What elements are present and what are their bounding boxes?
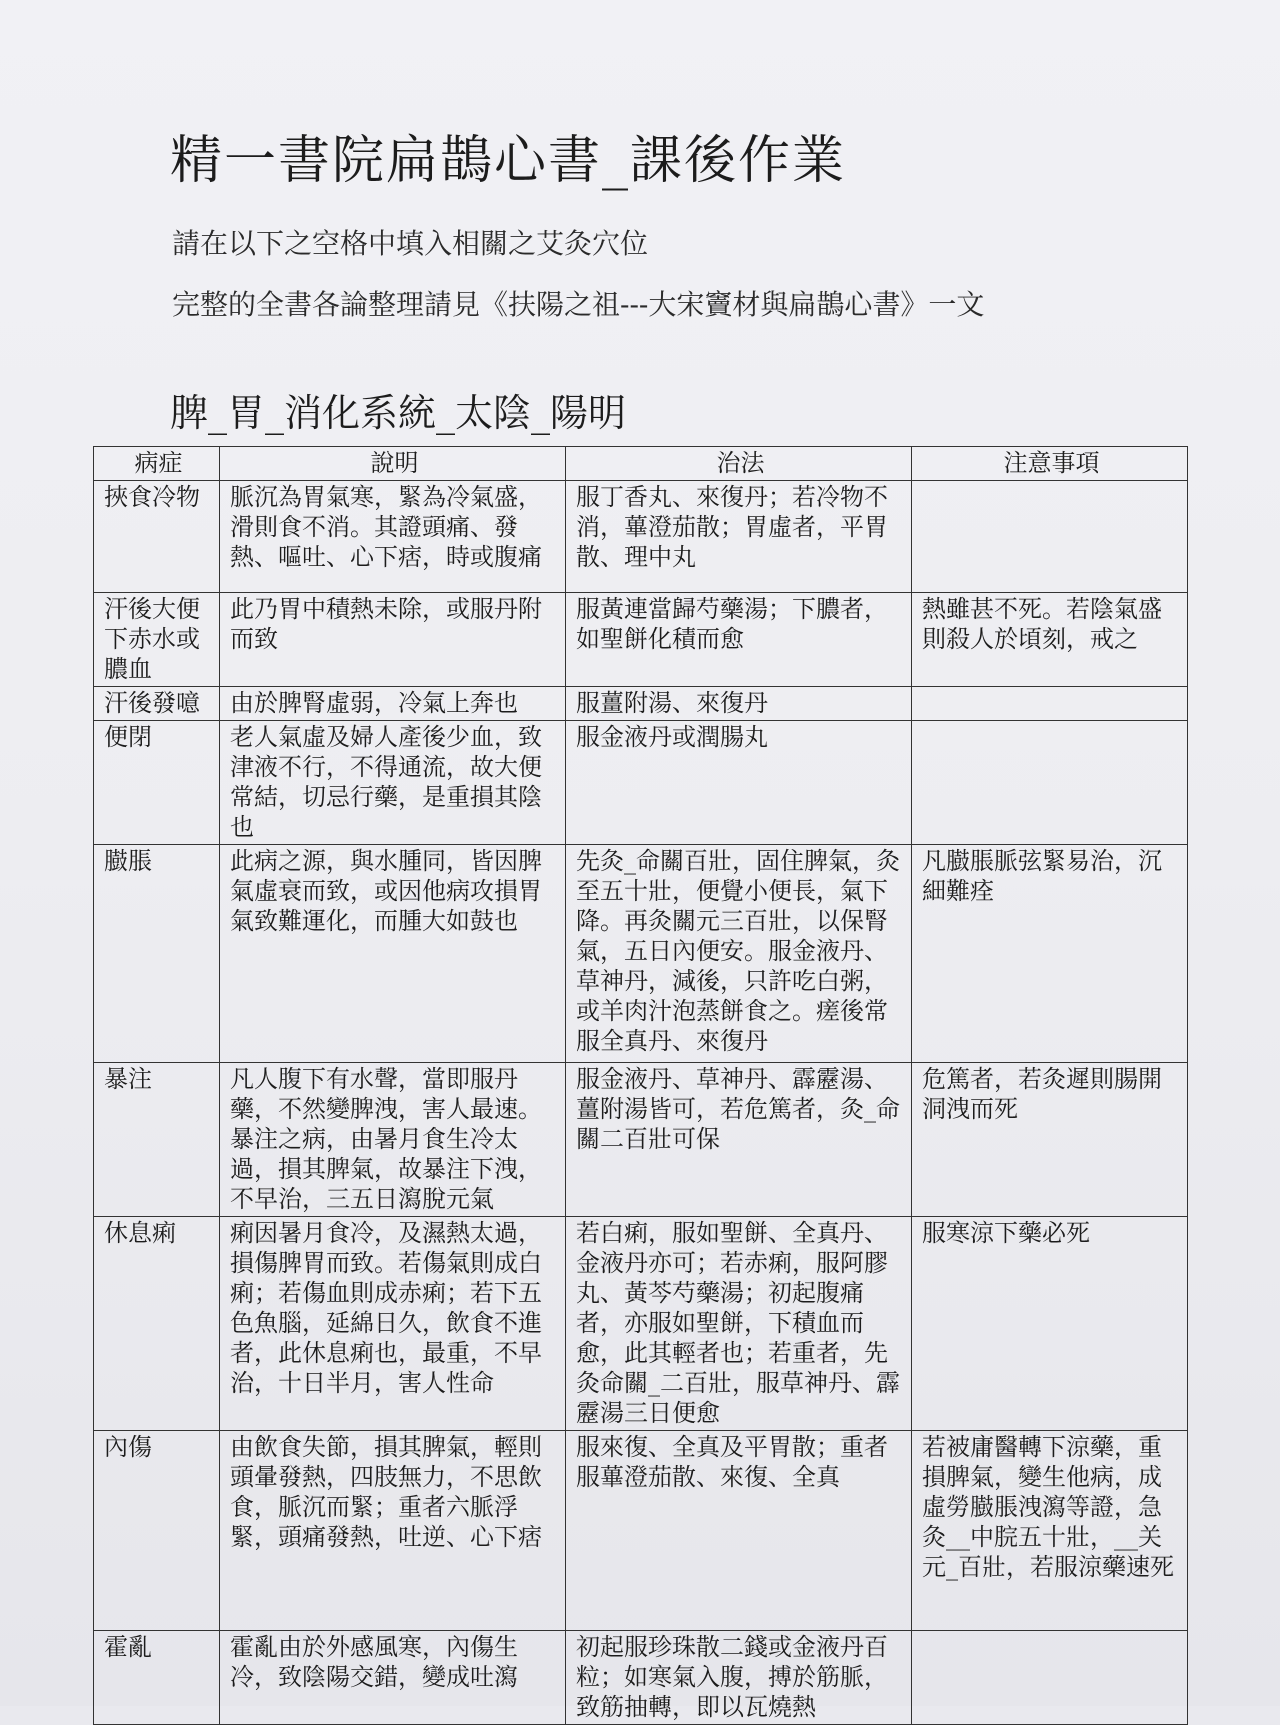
header-treatment: 治法: [566, 447, 912, 481]
description-cell: 老人氣虛及婦人產後少血，致津液不行，不得通流，故大便常結，切忌行藥，是重損其陰也: [220, 721, 566, 845]
instruction-text: 請在以下之空格中填入相關之艾灸穴位: [172, 227, 649, 260]
reference-text: 完整的全書各論整理請見《扶陽之祖---大宋竇材與扁鵲心書》一文: [172, 288, 985, 321]
description-cell: 由飲食失節，損其脾氣，輕則頭暈發熱，四肢無力，不思飲食，脈沉而緊；重者六脈浮緊，頭痛發熱，吐逆、心下痞: [220, 1431, 566, 1631]
notes-cell: [912, 1631, 1188, 1725]
document-title: 精一書院扁鵲心書_課後作業: [170, 131, 847, 191]
notes-cell: 危篤者，若灸遲則腸開洞洩而死: [912, 1063, 1188, 1217]
condition-cell: 霍亂: [94, 1631, 220, 1725]
table-row: [94, 845, 1188, 1063]
description-cell: 霍亂由於外感風寒，內傷生冷，致陰陽交錯，變成吐瀉: [220, 1631, 566, 1725]
condition-cell: 休息痢: [94, 1217, 220, 1431]
notes-cell: [912, 481, 1188, 593]
notes-cell: [912, 721, 1188, 845]
section-title: 脾_胃_消化系統_太陰_陽明: [170, 391, 627, 435]
table-row: [94, 481, 1188, 593]
condition-cell: 汗後發噫: [94, 687, 220, 721]
description-cell: 此病之源，與水腫同，皆因脾氣虛衰而致，或因他病攻損胃氣致難運化，而腫大如鼓也: [220, 845, 566, 1063]
table-row: [94, 1431, 1188, 1631]
condition-cell: 臌脹: [94, 845, 220, 1063]
notes-cell: 熱雖甚不死。若陰氣盛則殺人於頃刻，戒之: [912, 593, 1188, 687]
notes-cell: 凡臌脹脈弦緊易治，沉細難痊: [912, 845, 1188, 1063]
treatment-cell: 服金液丹、草神丹、霹靂湯、薑附湯皆可，若危篤者，灸_命關二百壯可保: [566, 1063, 912, 1217]
treatment-cell: 若白痢，服如聖餅、全真丹、金液丹亦可；若赤痢，服阿膠丸、黃芩芍藥湯；初起腹痛者，亦服如聖餅，下積血而愈，此其輕者也；若重者，先灸命關_二百壯，服草神丹、霹靂湯三日便愈: [566, 1217, 912, 1431]
treatment-cell: 服丁香丸、來復丹；若冷物不消，蓽澄茄散；胃虛者，平胃散、理中丸: [566, 481, 912, 593]
table-row: [94, 1631, 1188, 1725]
homework-table: [93, 446, 1188, 1725]
condition-cell: 汗後大便下赤水或膿血: [94, 593, 220, 687]
condition-cell: 暴注: [94, 1063, 220, 1217]
table-row: [94, 721, 1188, 845]
notes-cell: 若被庸醫轉下涼藥，重損脾氣，變生他病，成虛勞臌脹洩瀉等證，急灸__中脘五十壯，__关元_百壯，若服涼藥速死: [912, 1431, 1188, 1631]
table-row: [94, 1063, 1188, 1217]
table-row: [94, 1217, 1188, 1431]
description-cell: 此乃胃中積熱未除，或服丹附而致: [220, 593, 566, 687]
condition-cell: 便閉: [94, 721, 220, 845]
description-cell: 痢因暑月食冷，及濕熱太過，損傷脾胃而致。若傷氣則成白痢；若傷血則成赤痢；若下五色魚腦，延綿日久，飲食不進者，此休息痢也，最重，不早治，十日半月，害人性命: [220, 1217, 566, 1431]
header-notes: 注意事項: [912, 447, 1188, 481]
condition-cell: 挾食冷物: [94, 481, 220, 593]
header-condition: 病症: [94, 447, 220, 481]
treatment-cell: 初起服珍珠散二錢或金液丹百粒；如寒氣入腹，搏於筋脈，致筋抽轉，即以瓦燒熱: [566, 1631, 912, 1725]
description-cell: 由於脾腎虛弱，冷氣上奔也: [220, 687, 566, 721]
description-cell: 凡人腹下有水聲，當即服丹藥，不然變脾洩，害人最速。暴注之病，由暑月食生冷太過，損其脾氣，故暴注下洩，不早治，三五日瀉脫元氣: [220, 1063, 566, 1217]
treatment-cell: 服黃連當歸芍藥湯；下膿者，如聖餅化積而愈: [566, 593, 912, 687]
table-header-row: [94, 447, 1188, 481]
treatment-cell: 服金液丹或潤腸丸: [566, 721, 912, 845]
condition-cell: 內傷: [94, 1431, 220, 1631]
table-row: [94, 593, 1188, 687]
treatment-cell: 服薑附湯、來復丹: [566, 687, 912, 721]
header-description: 說明: [220, 447, 566, 481]
treatment-cell: 服來復、全真及平胃散；重者服蓽澄茄散、來復、全真: [566, 1431, 912, 1631]
notes-cell: [912, 687, 1188, 721]
treatment-cell: 先灸_命關百壯，固住脾氣，灸至五十壯，便覺小便長，氣下降。再灸關元三百壯，以保腎氣，五日內便安。服金液丹、草神丹，減後，只許吃白粥，或羊肉汁泡蒸餅食之。瘥後常服全真丹、來復丹: [566, 845, 912, 1063]
notes-cell: 服寒涼下藥必死: [912, 1217, 1188, 1431]
table-row: [94, 687, 1188, 721]
description-cell: 脈沉為胃氣寒，緊為冷氣盛，滑則食不消。其證頭痛、發熱、嘔吐、心下痞，時或腹痛: [220, 481, 566, 593]
